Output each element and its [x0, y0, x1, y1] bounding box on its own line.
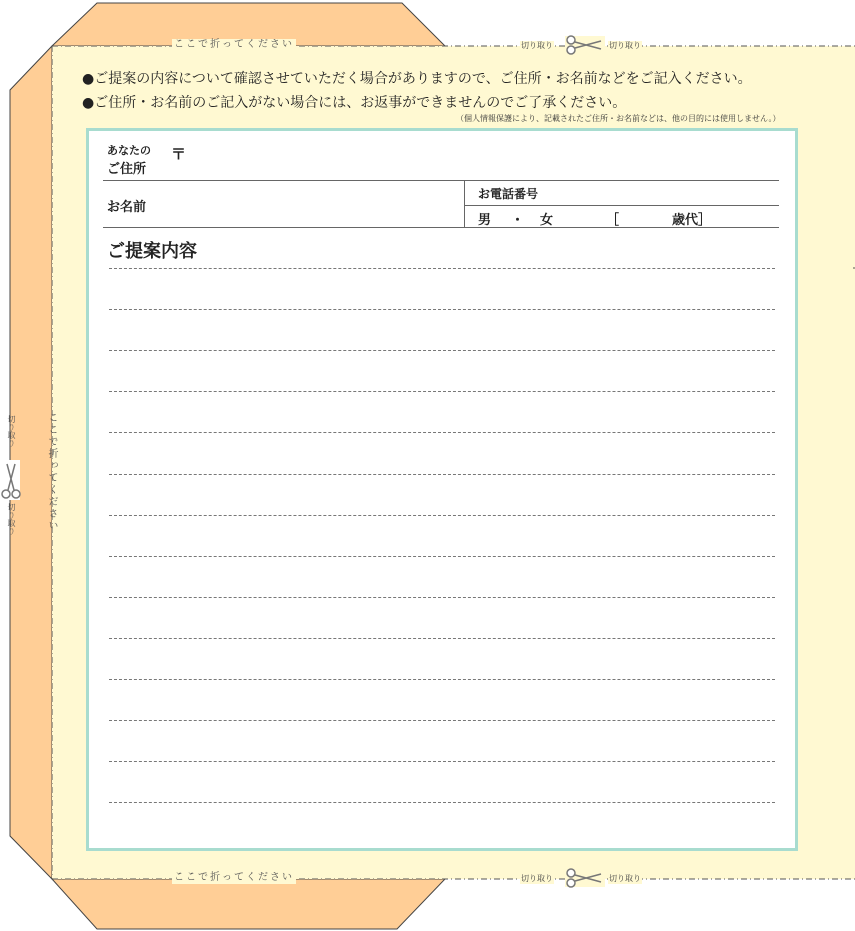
writing-line: [109, 720, 775, 721]
writing-line: [109, 309, 775, 310]
cut-label-top-right: 切り取り: [609, 41, 641, 50]
fold-label-top: ここで折ってください: [174, 39, 294, 50]
cut-label-bottom-right: 切り取り: [609, 874, 641, 883]
age-field[interactable]: [624, 207, 664, 225]
notice-line-2: ●ご住所・お名前のご記入がない場合には、お返事ができませんのでご了承ください。: [82, 95, 627, 111]
address-divider: [103, 180, 779, 181]
address-label-line1: あなたの: [107, 144, 151, 157]
fold-label-left: ここで折ってください: [46, 412, 57, 532]
cut-label-top-left: 切り取り: [521, 41, 553, 50]
address-label-line2: ご住所: [107, 162, 147, 177]
writing-line: [109, 268, 775, 269]
writing-line: [109, 638, 775, 639]
proposal-form: [86, 128, 798, 851]
gender-male-option[interactable]: 男: [478, 213, 492, 228]
gender-separator: ・: [511, 213, 525, 228]
writing-line: [109, 350, 775, 351]
name-phone-divider: [464, 180, 465, 227]
scissors-icon: [565, 869, 605, 887]
privacy-note: （個人情報保護により、記載されたご住所・お名前などは、他の目的には使用しません。）: [456, 114, 781, 123]
writing-line: [109, 802, 775, 803]
gender-female-option[interactable]: 女: [540, 213, 554, 228]
writing-line: [109, 432, 775, 433]
notice-line-1: ●ご提案の内容について確認させていただく場合がありますので、ご住所・お名前などをご記入ください。: [82, 71, 752, 87]
phone-divider: [464, 205, 779, 206]
scissors-icon: [2, 460, 20, 500]
fold-label-bottom: ここで折ってください: [174, 872, 294, 883]
bottom-flap: [52, 879, 445, 929]
cut-label-left-bottom: 切り取り: [7, 503, 16, 535]
scissors-icon: [565, 36, 605, 54]
writing-line: [109, 391, 775, 392]
writing-line: [109, 597, 775, 598]
age-bracket-open: ［: [606, 213, 620, 228]
name-field[interactable]: [159, 183, 459, 225]
writing-line: [109, 556, 775, 557]
writing-line: [109, 474, 775, 475]
cut-label-left-top: 切り取り: [7, 415, 16, 447]
name-label: お名前: [107, 200, 147, 215]
writing-line: [109, 761, 775, 762]
address-field[interactable]: [189, 139, 769, 179]
age-label: 歳代］: [672, 213, 712, 228]
writing-line: [109, 679, 775, 680]
proposal-label: ご提案内容: [107, 241, 197, 262]
phone-label: お電話番号: [478, 187, 539, 201]
postal-mark: 〒: [171, 145, 187, 163]
cut-label-bottom-left: 切り取り: [521, 874, 553, 883]
phone-field[interactable]: [549, 183, 769, 203]
header-bottom-divider: [103, 227, 779, 228]
writing-line: [109, 515, 775, 516]
